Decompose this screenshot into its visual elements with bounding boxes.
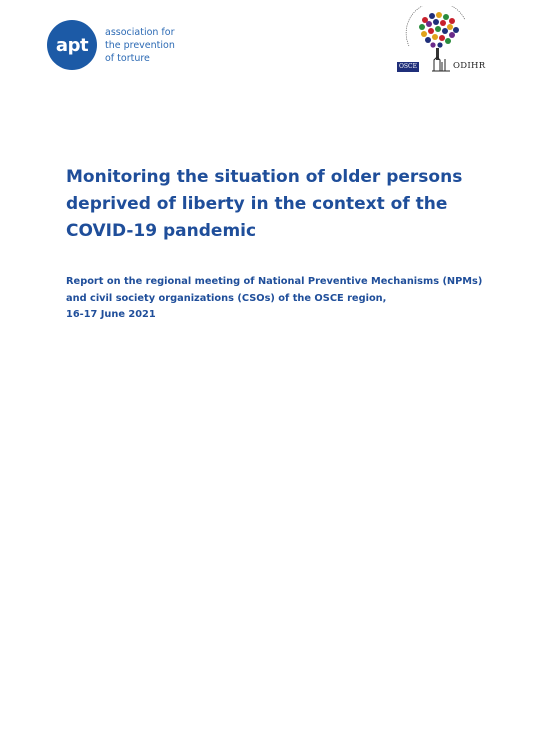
subtitle-line-3: 16-17 June 2021: [66, 309, 156, 320]
osce-badge: OSCE: [399, 63, 417, 70]
apt-logo-line-3: of torture: [105, 52, 150, 64]
odihr-logo: [395, 6, 485, 72]
apt-logo-line-2: the prevention: [105, 39, 175, 51]
apt-logo: [47, 20, 175, 70]
subtitle-line-1: Report on the regional meeting of National Preventive Mechanisms (NPMs): [66, 276, 483, 287]
apt-logo-mark-text: apt: [55, 34, 89, 56]
apt-logo-line-1: association for: [105, 26, 175, 38]
tree-of-eyes-emblem-icon: [395, 6, 485, 62]
report-subtitle: [66, 274, 486, 324]
page-title: Monitoring the situation of older persons deprived of liberty in the context of the COVID-19 pandemic: [66, 167, 463, 241]
apt-logo-mark: [47, 20, 97, 70]
apt-logo-text: [105, 26, 175, 65]
pillar-icon: [431, 56, 451, 72]
subtitle-line-2: and civil society organizations (CSOs) of the OSCE region,: [66, 292, 387, 304]
odihr-name: ODIHR: [453, 61, 486, 71]
